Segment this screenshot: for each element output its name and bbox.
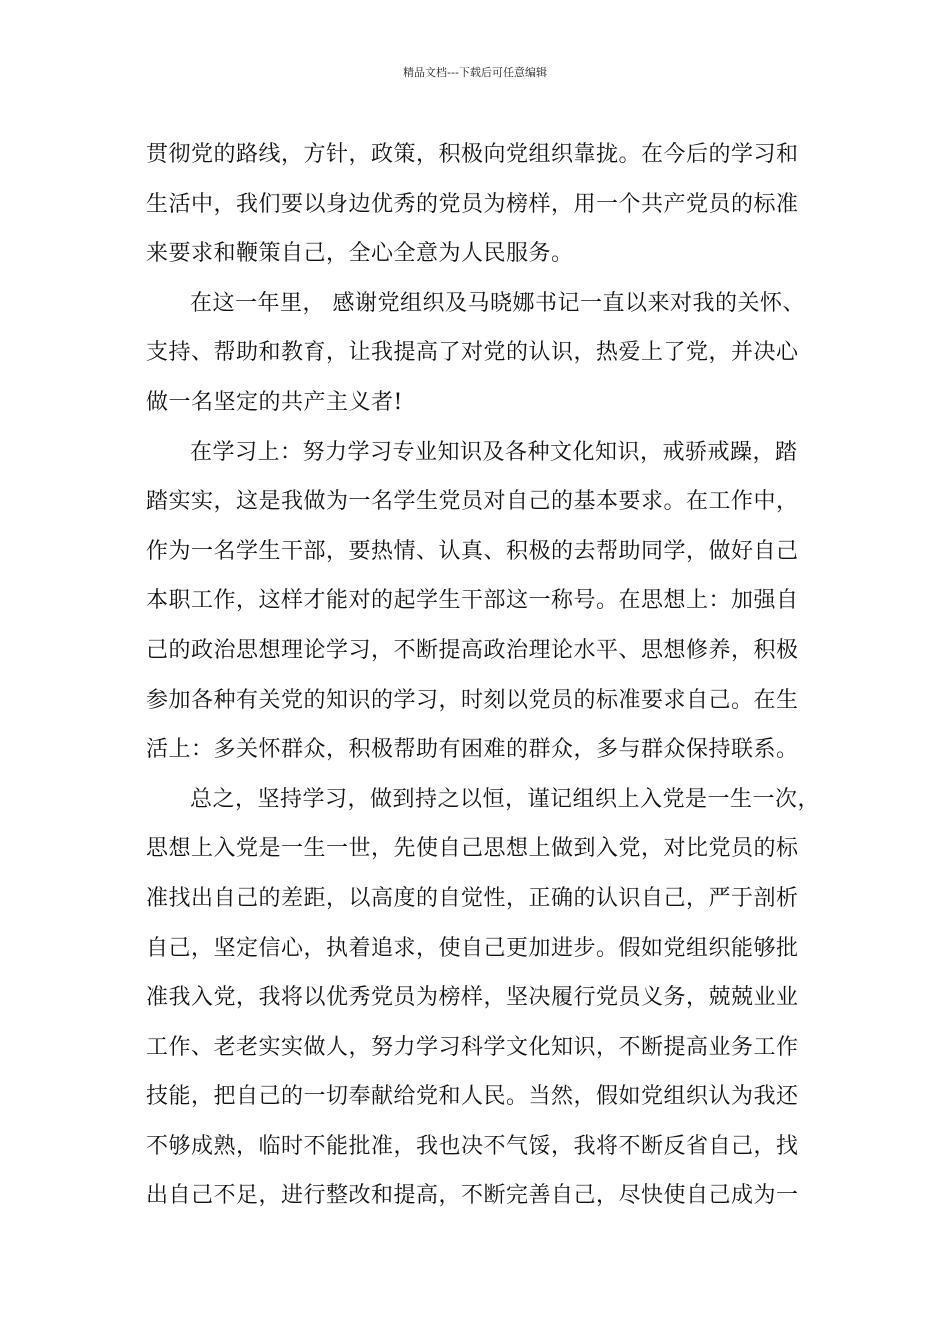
text-line: 生活中，我们要以身边优秀的党员为榜样，用一个共产党员的标准 (146, 191, 799, 217)
text-line: 踏实实，这是我做为一名学生党员对自己的基本要求。在工作中， (146, 489, 799, 515)
text-line: 思想上入党是一生一世，先使自己思想上做到入党，对比党员的标 (146, 836, 799, 862)
text-line: 准我入党，我将以优秀党员为榜样，坚决履行党员义务，兢兢业业 (146, 985, 799, 1011)
text-line: 支持、帮助和教育，让我提高了对党的认识，热爱上了党，并决心 (146, 340, 799, 366)
text-line: 本职工作，这样才能对的起学生干部这一称号。在思想上：加强自 (146, 588, 799, 614)
page-header: 精品文档---下载后可任意编辑 (403, 66, 547, 79)
text-line: 己的政治思想理论学习，不断提高政治理论水平、思想修养，积极 (146, 637, 799, 663)
text-line: 参加各种有关党的知识的学习，时刻以党员的标准要求自己。在生 (146, 687, 799, 713)
text-line: 贯彻党的路线，方针，政策，积极向党组织靠拢。在今后的学习和 (146, 142, 799, 167)
text-line: 自己，坚定信心，执着追求，使自己更加进步。假如党组织能够批 (146, 935, 799, 961)
text-line: 技能，把自己的一切奉献给党和人民。当然，假如党组织认为我还 (146, 1084, 799, 1110)
paragraph-start-line: 在学习上：努力学习专业知识及各种文化知识，戒骄戒躁，踏 (190, 439, 798, 465)
document-body (146, 130, 821, 1221)
text-line: 不够成熟，临时不能批准，我也决不气馁，我将不断反省自己，找 (146, 1133, 799, 1159)
text-line: 活上：多关怀群众，积极帮助有困难的群众，多与群众保持联系。 (146, 737, 799, 763)
text-line: 工作、老老实实做人，努力学习科学文化知识，不断提高业务工作 (146, 1034, 799, 1060)
text-line: 出自己不足，进行整改和提高，不断完善自己，尽快使自己成为一 (146, 1183, 799, 1209)
paragraph-start-line: 总之，坚持学习，做到持之以恒，谨记组织上入党是一生一次， (190, 786, 821, 812)
text-line: 来要求和鞭策自己，全心全意为人民服务。 (146, 241, 574, 267)
paragraph-start-line: 在这一年里， 感谢党组织及马晓娜书记一直以来对我的关怀、 (190, 290, 805, 316)
text-line: 准找出自己的差距，以高度的自觉性，正确的认识自己，严于剖析 (146, 885, 799, 911)
text-line: 做一名坚定的共产主义者! (146, 389, 403, 415)
text-line: 作为一名学生干部，要热情、认真、积极的去帮助同学，做好自己 (146, 538, 799, 564)
